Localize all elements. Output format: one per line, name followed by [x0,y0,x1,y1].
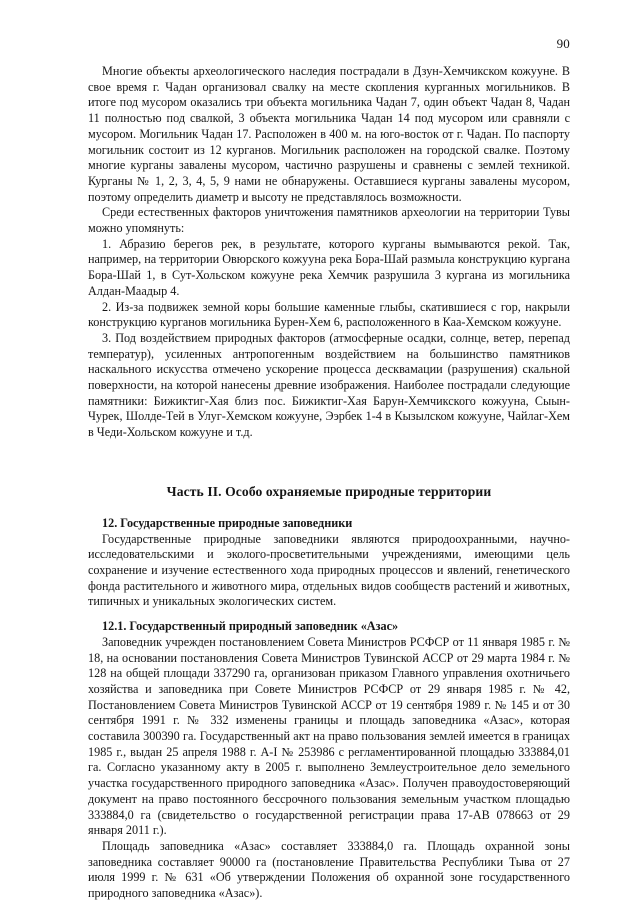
archaeology-paragraph-2: Среди естественных факторов уничтожения памятников археологии на территории Тувы можно упомянуть: [88,205,570,236]
part-spacer [88,501,570,516]
section-12-1-paragraph-2: Площадь заповедника «Азас» составляет 333884,0 га. Площадь охранной зоны заповедника составляет 90000 га (постановление Правительства Республики Тыва от 27 июля 1999 г. № 631 «Об утверждении Положения об охранной зоне государственного природного заповедника «Азас»). [88,838,570,901]
subsection-spacer [88,610,570,619]
section-12-paragraph-1: Государственные природные заповедники являются природоохранными, научно-исследовательскими и эколого-просветительными учреждениями, имеющими цель сохранение и изучение естественного хода природных процессов и явлений, генетического фонда растительного и животного мира, отдельных видов сообществ растений и животных, типичных и уникальных экологических систем. [88,531,570,609]
page-content [88,64,570,902]
section-12-1-title: 12.1. Государственный природный заповедник «Азас» [102,619,399,634]
archaeology-paragraph-1: Многие объекты археологического наследия пострадали в Дзун-Хемчикском кожууне. В свое время г. Чадан организовал свалку на месте скопления курганных могильников. В итоге под мусором оказались три объекта могильника Чадан 7, один объект Чадан 8, Чадан 11 полностью под свалкой, 3 объекта могильника Чадан 14 под мусором или сравняли с мусором. Могильник Чадан 17. Расположен в 400 м. на юго-восток от г. Чадан. По паспорту могильник состоит из 12 курганов. Могильник расположен на городской свалке. Поэтому многие курганы завалены мусором, частично разрушены и сравнены с землей техникой. Курганы № 1, 2, 3, 4, 5, 9 нами не обнаружены. Оставшиеся курганы завалены мусором, поэтому определить диаметр и высоту не представлялось возможности. [88,64,570,204]
section-spacer [88,441,570,483]
archaeology-paragraph-5: 3. Под воздействием природных факторов (атмосферные осадки, солнце, ветер, перепад температур), усиленных антропогенным воздействием на большинство памятников наскального искусства отмечено ускорение процесса десквамации (разрушения) скальной поверхности, на которой нанесены древние изображения. Наиболее пострадали следующие памятники: Бижиктиг-Хая близ пос. Бижиктиг-Хая Барун-Хемчикского кожууна, Сыын-Чурек, Шолде-Тей в Улуг-Хемском кожууне, Ээрбек 1-4 в Кызылском кожууне, Чайлаг-Хем в Чеди-Хольском кожууне и т.д. [88,330,570,440]
part-title: Часть II. Особо охраняемые природные территории [166,483,492,499]
archaeology-paragraph-3: 1. Абразию берегов рек, в результате, которого курганы вымываются рекой. Так, например, на территории Овюрского кожууна река Бора-Шай размыла конструкцию кургана Бора-Шай 1, в Сут-Хольском кожууне река Хемчик разрушила 3 кургана из могильника Алдан-Маадыр 4. [88,236,570,298]
section-12-1-paragraph-1: Заповедник учрежден постановлением Совета Министров РСФСР от 11 января 1985 г. № 18, на основании постановления Совета Министров Тувинской АССР от 29 марта 1984 г. № 128 на общей площади 337290 га, организован приказом Главного управления охотничьего хозяйства и заповедника при Совете Министров РСФСР от 29 января 1985 г. № 42, Постановлением Совета Министров Тувинской АССР от 19 сентября 1989 г. № 145 и от 30 сентября 1991 г. № 332 изменены границы и площадь заповедника «Азас», которая составила 300390 га. Государственный акт на право пользования землей имеется в границах 1985 г., выдан 25 апреля 1988 г. А-I № 253986 с регламентированной площадью 333884,01 га. Согласно указанному акту в 2005 г. выполнено Землеустроительное дело земельного участка государственного природного заповедника «Азас». Получен правоудостоверяющий документ на право постоянного бессрочного пользования земельным участком площадью 333884,0 га (свидетельство о государственной регистрации права 17-АВ 078663 от 29 января 2011 г.). [88,634,570,838]
section-12-title: 12. Государственные природные заповедники [102,515,353,530]
page-number: 90 [556,36,570,51]
archaeology-paragraph-4: 2. Из-за подвижек земной коры большие каменные глыбы, скатившиеся с гор, накрыли конструкцию курганов могильника Бурен-Хем 6, расположенного в Каа-Хемском кожууне. [88,299,570,330]
